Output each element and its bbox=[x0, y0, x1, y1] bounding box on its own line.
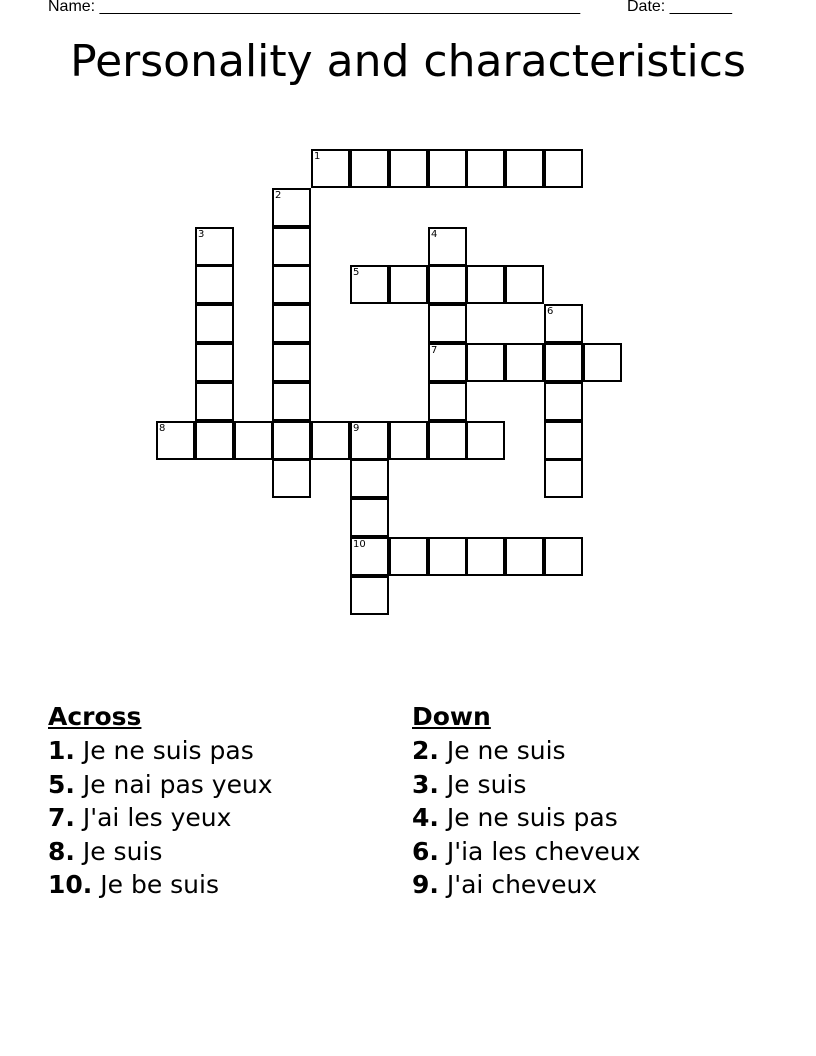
crossword-cell[interactable] bbox=[544, 343, 583, 382]
across-clue bbox=[48, 734, 273, 768]
clue-number: 2. bbox=[412, 736, 439, 765]
crossword-cell[interactable] bbox=[466, 421, 505, 460]
crossword-cell[interactable] bbox=[272, 459, 311, 498]
crossword-cell[interactable] bbox=[505, 537, 544, 576]
crossword-cell[interactable] bbox=[428, 343, 467, 382]
clue-text: Je be suis bbox=[100, 870, 219, 899]
crossword-cell[interactable] bbox=[428, 149, 467, 188]
crossword-cell[interactable] bbox=[544, 421, 583, 460]
crossword-cell[interactable] bbox=[389, 265, 428, 304]
cell-number: 10 bbox=[353, 539, 366, 550]
clue-text: J'ia les cheveux bbox=[446, 836, 641, 866]
name-line: Name: ______________________________________________________ bbox=[48, 0, 581, 15]
crossword-cell[interactable] bbox=[466, 343, 505, 382]
crossword-cell[interactable] bbox=[350, 265, 389, 304]
down-clue bbox=[412, 868, 640, 902]
crossword-cell[interactable] bbox=[428, 382, 467, 421]
cell-number: 2 bbox=[275, 190, 282, 201]
cell-number: 4 bbox=[431, 229, 438, 240]
clue-number: 6. bbox=[412, 836, 439, 866]
crossword-cell[interactable] bbox=[156, 421, 195, 460]
crossword-cell[interactable] bbox=[234, 421, 273, 460]
crossword-cell[interactable] bbox=[350, 421, 389, 460]
crossword-cell[interactable] bbox=[195, 343, 234, 382]
crossword-cell[interactable] bbox=[389, 537, 428, 576]
clue-text: Je suis bbox=[446, 769, 527, 799]
crossword-cell[interactable] bbox=[544, 149, 583, 188]
clue-number: 9. bbox=[412, 870, 439, 899]
crossword-cell[interactable] bbox=[195, 304, 234, 343]
cell-number: 8 bbox=[159, 423, 166, 434]
clue-text: Je ne suis pas bbox=[446, 803, 618, 832]
crossword-cell[interactable] bbox=[505, 343, 544, 382]
across-clue bbox=[48, 801, 273, 835]
clue-number: 5. bbox=[48, 769, 75, 799]
across-clue bbox=[48, 835, 273, 869]
clue-number: 7. bbox=[48, 803, 75, 832]
down-heading: Down bbox=[412, 702, 491, 731]
clue-text: J'ai cheveux bbox=[446, 870, 598, 899]
crossword-cell[interactable] bbox=[544, 459, 583, 498]
crossword-cell[interactable] bbox=[544, 304, 583, 343]
down-clues bbox=[412, 700, 640, 902]
crossword-cell[interactable] bbox=[505, 265, 544, 304]
crossword-cell[interactable] bbox=[544, 382, 583, 421]
across-heading: Across bbox=[48, 702, 142, 731]
crossword-cell[interactable] bbox=[272, 382, 311, 421]
crossword-cell[interactable] bbox=[466, 149, 505, 188]
crossword-cell[interactable] bbox=[428, 227, 467, 266]
across-clue bbox=[48, 868, 273, 902]
crossword-cell[interactable] bbox=[272, 421, 311, 460]
cell-number: 9 bbox=[353, 423, 360, 434]
crossword-cell[interactable] bbox=[195, 421, 234, 460]
crossword-cell[interactable] bbox=[350, 576, 389, 615]
down-clue bbox=[412, 768, 640, 802]
clue-number: 10. bbox=[48, 870, 93, 899]
clue-text: Je ne suis pas bbox=[82, 736, 254, 765]
crossword-cell[interactable] bbox=[272, 265, 311, 304]
across-clues bbox=[48, 700, 273, 902]
crossword-cell[interactable] bbox=[195, 265, 234, 304]
crossword-cell[interactable] bbox=[272, 343, 311, 382]
cell-number: 3 bbox=[198, 229, 205, 240]
crossword-cell[interactable] bbox=[505, 149, 544, 188]
cell-number: 6 bbox=[547, 306, 554, 317]
clue-text: Je ne suis bbox=[446, 736, 566, 765]
crossword-cell[interactable] bbox=[428, 421, 467, 460]
down-clue bbox=[412, 801, 640, 835]
crossword-cell[interactable] bbox=[272, 304, 311, 343]
down-clue bbox=[412, 835, 640, 869]
crossword-cell[interactable] bbox=[350, 149, 389, 188]
cell-number: 5 bbox=[353, 267, 360, 278]
crossword-cell[interactable] bbox=[389, 149, 428, 188]
clue-number: 1. bbox=[48, 736, 75, 765]
clue-text: Je suis bbox=[82, 836, 163, 866]
crossword-cell[interactable] bbox=[195, 227, 234, 266]
clue-number: 8. bbox=[48, 836, 75, 866]
cell-number: 7 bbox=[431, 345, 438, 356]
clue-text: Je nai pas yeux bbox=[82, 769, 273, 799]
clue-number: 4. bbox=[412, 803, 439, 832]
crossword-cell[interactable] bbox=[272, 227, 311, 266]
crossword-cell[interactable] bbox=[428, 537, 467, 576]
crossword-cell[interactable] bbox=[311, 421, 350, 460]
crossword-cell[interactable] bbox=[350, 498, 389, 537]
date-line: Date: _______ bbox=[627, 0, 732, 15]
crossword-cell[interactable] bbox=[350, 537, 389, 576]
crossword-cell[interactable] bbox=[350, 459, 389, 498]
crossword-cell[interactable] bbox=[428, 304, 467, 343]
clue-text: J'ai les yeux bbox=[82, 803, 232, 832]
crossword-cell[interactable] bbox=[311, 149, 350, 188]
crossword-cell[interactable] bbox=[389, 421, 428, 460]
across-clue bbox=[48, 768, 273, 802]
crossword-cell[interactable] bbox=[466, 537, 505, 576]
crossword-cell[interactable] bbox=[583, 343, 622, 382]
crossword-cell[interactable] bbox=[272, 188, 311, 227]
crossword-cell[interactable] bbox=[195, 382, 234, 421]
clue-number: 3. bbox=[412, 769, 439, 799]
page-title: Personality and characteristics bbox=[70, 36, 746, 87]
cell-number: 1 bbox=[314, 151, 321, 162]
down-clue bbox=[412, 734, 640, 768]
crossword-cell[interactable] bbox=[466, 265, 505, 304]
crossword-cell[interactable] bbox=[428, 265, 467, 304]
crossword-cell[interactable] bbox=[544, 537, 583, 576]
